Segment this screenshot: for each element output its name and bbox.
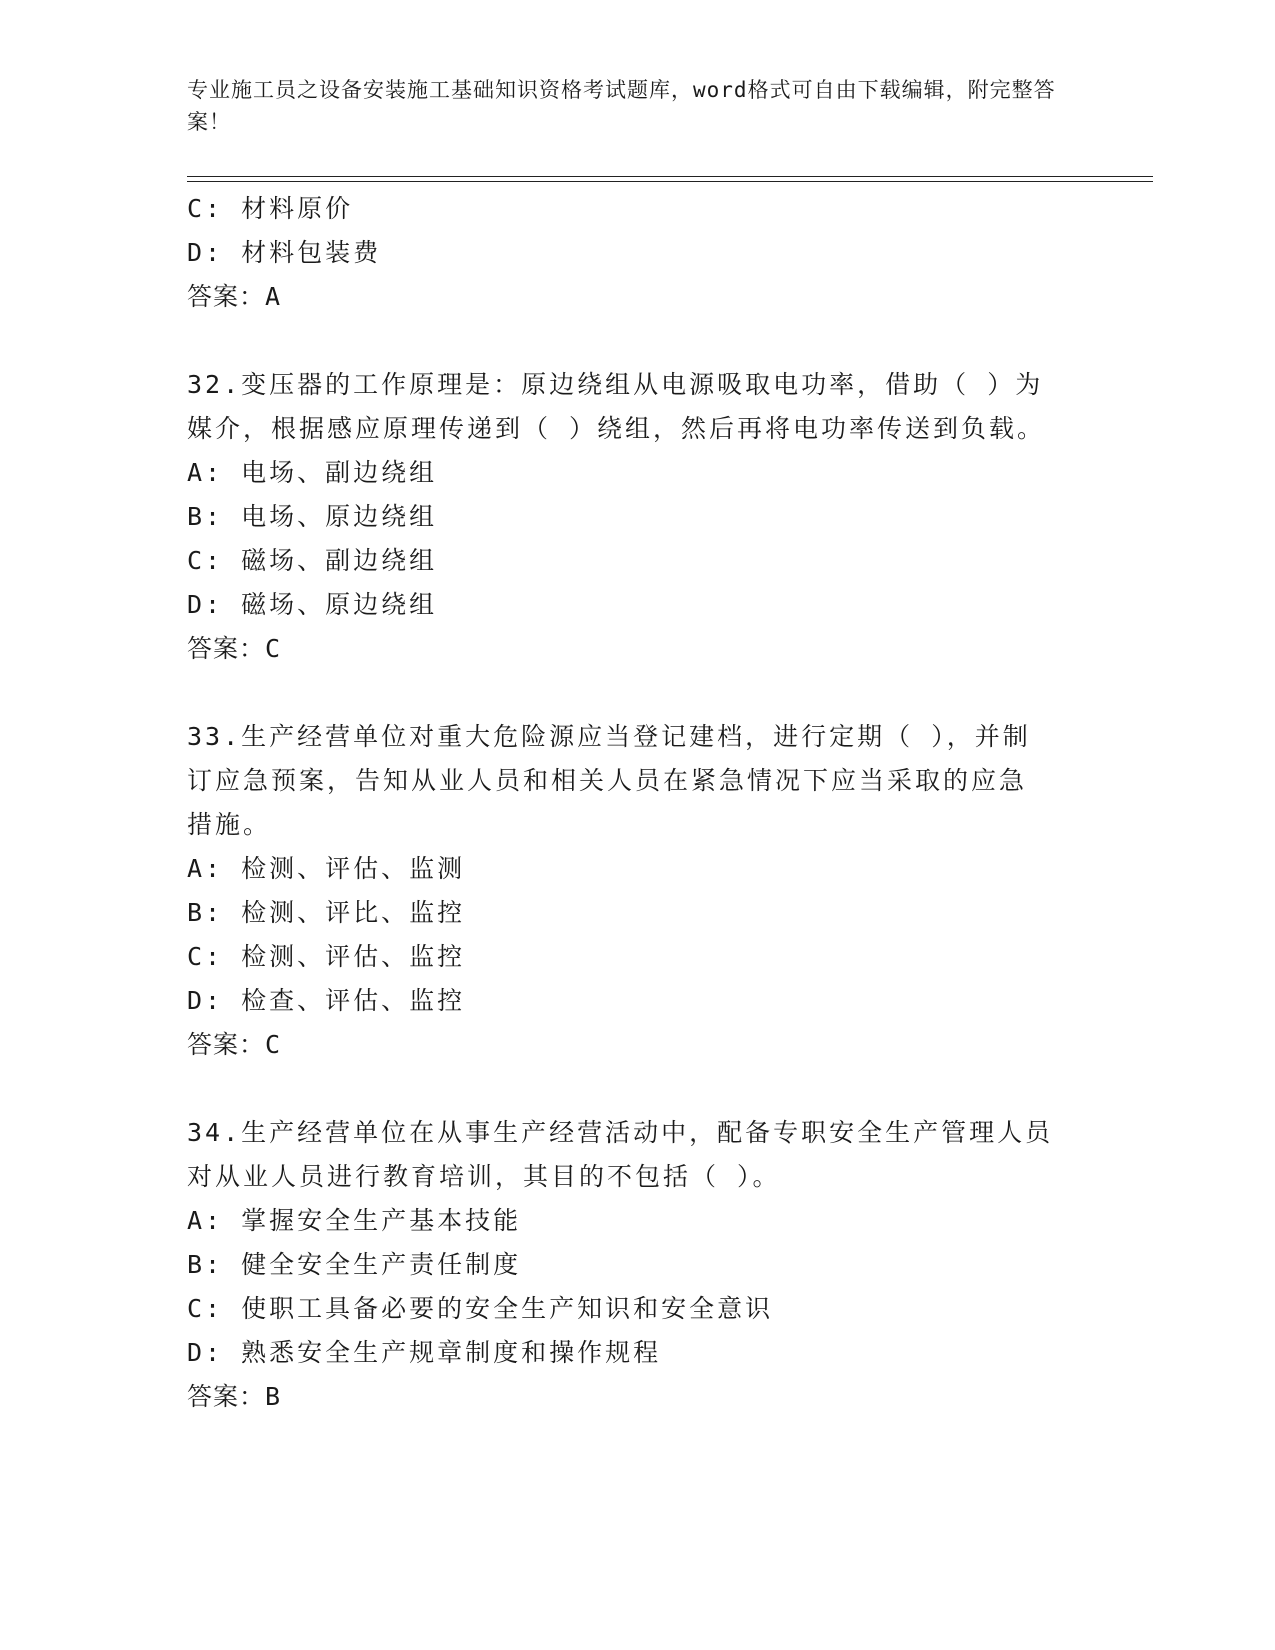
option-label: B: (187, 502, 224, 531)
option-c (187, 1286, 773, 1332)
option-label: C: (187, 194, 224, 223)
option-text: 电场、原边绕组 (241, 502, 438, 531)
option-text: 磁场、原边绕组 (241, 590, 438, 619)
option-c (187, 186, 353, 232)
option-text: 材料包装费 (241, 238, 382, 267)
option-label: D: (187, 590, 224, 619)
option-label: B: (187, 898, 224, 927)
option-a (187, 1198, 521, 1244)
option-c (187, 538, 437, 584)
option-text: 健全安全生产责任制度 (241, 1250, 522, 1279)
question-stem-line: 订应急预案，告知从业人员和相关人员在紧急情况下应当采取的应急 (187, 766, 1028, 795)
option-text: 检测、评估、监控 (241, 942, 466, 971)
option-label: C: (187, 1294, 224, 1323)
answer-line: 答案：A (187, 282, 282, 311)
option-label: C: (187, 942, 224, 971)
option-text: 使职工具备必要的安全生产知识和安全意识 (241, 1294, 774, 1323)
question-stem-line: 33.生产经营单位对重大危险源应当登记建档，进行定期（ ），并制 (187, 722, 1031, 751)
option-text: 检测、评估、监测 (241, 854, 466, 883)
question-stem-line: 34.生产经营单位在从事生产经营活动中，配备专职安全生产管理人员 (187, 1118, 1054, 1147)
answer-line: 答案：C (187, 1030, 282, 1059)
option-text: 掌握安全生产基本技能 (241, 1206, 522, 1235)
option-text: 磁场、副边绕组 (241, 546, 438, 575)
option-label: B: (187, 1250, 224, 1279)
option-label: A: (187, 854, 224, 883)
option-c (187, 934, 465, 980)
option-d (187, 230, 381, 276)
option-label: A: (187, 1206, 224, 1235)
option-b (187, 890, 465, 936)
option-b (187, 1242, 521, 1288)
option-label: D: (187, 1338, 224, 1367)
option-text: 材料原价 (241, 194, 354, 223)
option-d (187, 582, 437, 628)
option-text: 电场、副边绕组 (241, 458, 438, 487)
option-a (187, 846, 465, 892)
option-label: A: (187, 458, 224, 487)
answer-line: 答案：C (187, 634, 282, 663)
option-text: 熟悉安全生产规章制度和操作规程 (241, 1338, 662, 1367)
header-rule-bottom (187, 181, 1153, 182)
answer-line: 答案：B (187, 1382, 282, 1411)
option-text: 检查、评估、监控 (241, 986, 466, 1015)
question-stem-line: 32.变压器的工作原理是：原边绕组从电源吸取电功率，借助（ ）为 (187, 370, 1044, 399)
question-stem-line: 对从业人员进行教育培训，其目的不包括（ ）。 (187, 1162, 781, 1191)
option-a (187, 450, 437, 496)
question-stem-line: 措施。 (187, 810, 272, 839)
header-rule-top (187, 176, 1153, 177)
option-label: C: (187, 546, 224, 575)
option-label: D: (187, 986, 224, 1015)
question-stem-line: 媒介，根据感应原理传递到（ ）绕组，然后再将电功率传送到负载。 (187, 414, 1046, 443)
option-label: D: (187, 238, 224, 267)
option-b (187, 494, 437, 540)
option-d (187, 1330, 661, 1376)
document-header: 专业施工员之设备安装施工基础知识资格考试题库，word格式可自由下载编辑，附完整答案！ (187, 78, 1056, 134)
option-text: 检测、评比、监控 (241, 898, 466, 927)
option-d (187, 978, 465, 1024)
